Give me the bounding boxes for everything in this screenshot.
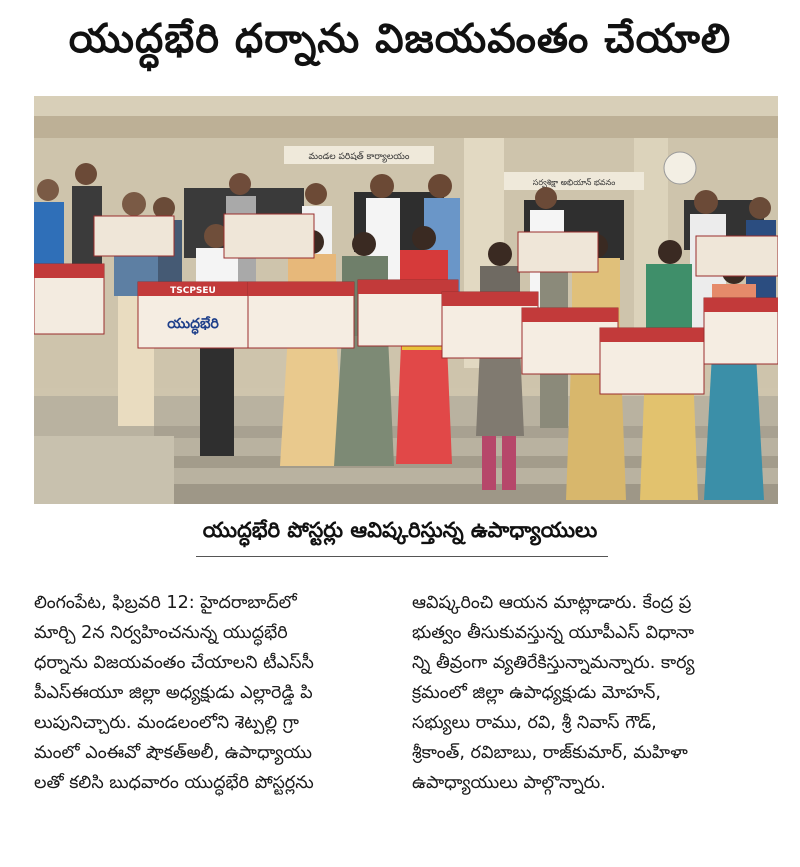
headline: యుద్ధభేరి ధర్నాను విజయవంతం చేయాలి	[68, 16, 732, 62]
poster-title: యుద్ధభేరి	[167, 316, 219, 332]
article-line: క్రమంలో జిల్లా ఉపాధ్యక్షుడు మోహన్,	[412, 683, 661, 703]
photo-caption: యుద్ధభేరి పోస్టర్లు ఆవిష్కరిస్తున్న ఉపాధ్యాయులు	[202, 518, 598, 542]
signboard-right: సర్వశిక్షా అభియాన్ భవనం	[532, 178, 616, 187]
article-line: మార్చి 2న నిర్వహించనున్న యుద్ధభేరి	[34, 623, 288, 643]
article-line: సభ్యులు రాము, రవి, శ్రీ నివాస్ గౌడ్,	[412, 713, 657, 733]
article-line: పీఎస్‌ఈయూ జిల్లా అధ్యక్షుడు ఎల్లారెడ్డి పి	[34, 683, 313, 703]
article-line: శ్రీకాంత్, రవిబాబు, రాజ్‌కుమార్, మహిళా	[412, 743, 688, 763]
article-line: లింగంపేట, ఫిబ్రవరి 12: హైదరాబాద్‌లో	[34, 593, 297, 613]
caption-divider	[196, 556, 608, 557]
article-column-left	[34, 588, 402, 798]
article-line: ఆవిష్కరించి ఆయన మాట్లాడారు. కేంద్ర ప్ర	[412, 593, 692, 613]
article-line: లుపునిచ్చారు. మండలంలోని శెట్పల్లి గ్రా	[34, 713, 299, 733]
article-line: న్ని తీవ్రంగా వ్యతిరేకిస్తున్నామన్నారు. కార్య	[412, 653, 695, 673]
article-line: భుత్వం తీసుకువస్తున్న యూపీఎస్ విధానా	[412, 623, 694, 643]
article-line: ధర్నాను విజయవంతం చేయాలని టీఎస్‌సీ	[34, 653, 314, 673]
article-line: ఉపాధ్యాయులు పాల్గొన్నారు.	[412, 773, 606, 793]
article-line: మంలో ఎంఈవో షౌకత్‌అలీ, ఉపాధ్యాయు	[34, 743, 313, 763]
signboard-left: మండల పరిషత్ కార్యాలయం	[308, 152, 410, 162]
poster-header: TSCPSEU	[170, 286, 216, 296]
news-photo	[34, 96, 778, 504]
article-line: లతో కలిసి బుధవారం యుద్ధభేరి పోస్టర్లను	[34, 773, 314, 793]
article-column-right	[412, 588, 780, 798]
